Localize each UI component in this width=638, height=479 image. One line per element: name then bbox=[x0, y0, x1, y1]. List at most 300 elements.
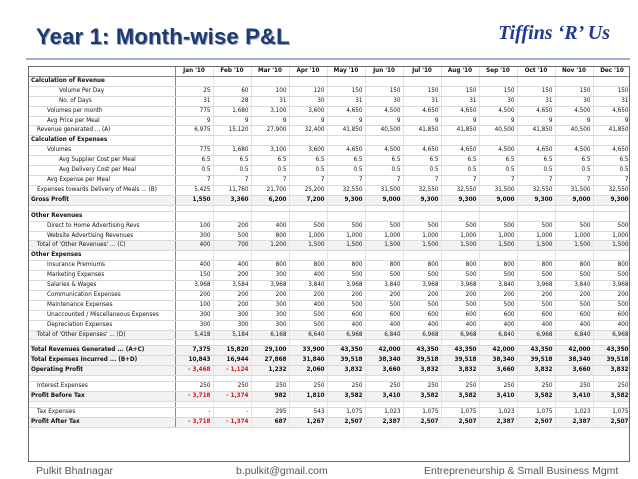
value-cell bbox=[365, 251, 403, 261]
row-label: Interest Expenses bbox=[29, 382, 175, 392]
value-cell: 9,300 bbox=[403, 195, 441, 205]
value-cell: 150 bbox=[403, 86, 441, 96]
value-cell: 200 bbox=[251, 290, 289, 300]
value-cell: 3,832 bbox=[593, 366, 630, 376]
value-cell: 4,650 bbox=[327, 106, 365, 116]
value-cell: 6.5 bbox=[403, 156, 441, 166]
value-cell: 9 bbox=[441, 116, 479, 126]
value-cell: 3,832 bbox=[403, 366, 441, 376]
value-cell: 250 bbox=[289, 382, 327, 392]
value-cell: 7 bbox=[175, 175, 213, 185]
value-cell bbox=[479, 136, 517, 146]
month-header: Nov '10 bbox=[555, 67, 593, 76]
value-cell: 30 bbox=[289, 96, 327, 106]
value-cell: 42,000 bbox=[555, 346, 593, 356]
value-cell: 9 bbox=[213, 116, 251, 126]
value-cell: 150 bbox=[441, 86, 479, 96]
month-header-row bbox=[29, 67, 630, 76]
value-cell: 9,300 bbox=[593, 195, 630, 205]
value-cell bbox=[213, 251, 251, 261]
value-cell: 500 bbox=[289, 310, 327, 320]
value-cell: - 1,124 bbox=[213, 366, 251, 376]
table-row bbox=[29, 146, 630, 156]
value-cell: 39,518 bbox=[593, 356, 630, 366]
value-cell: 3,840 bbox=[479, 281, 517, 291]
value-cell: 120 bbox=[289, 86, 327, 96]
value-cell bbox=[327, 211, 365, 221]
value-cell: 400 bbox=[289, 300, 327, 310]
value-cell: 3,100 bbox=[251, 146, 289, 156]
value-cell bbox=[251, 211, 289, 221]
value-cell: 1,500 bbox=[403, 241, 441, 251]
row-label: Expenses towards Delivery of Meals ... (B) bbox=[29, 185, 175, 195]
value-cell: 6.5 bbox=[289, 156, 327, 166]
value-cell: 1,000 bbox=[327, 231, 365, 241]
row-label: Operating Profit bbox=[29, 366, 175, 376]
value-cell: 9,000 bbox=[365, 195, 403, 205]
value-cell: 500 bbox=[289, 221, 327, 231]
value-cell: 800 bbox=[251, 261, 289, 271]
value-cell: 3,968 bbox=[593, 281, 630, 291]
value-cell: 43,350 bbox=[403, 346, 441, 356]
value-cell bbox=[403, 136, 441, 146]
value-cell: 1,500 bbox=[365, 241, 403, 251]
value-cell: 200 bbox=[555, 290, 593, 300]
value-cell: 200 bbox=[593, 290, 630, 300]
value-cell: 775 bbox=[175, 146, 213, 156]
value-cell: 3,968 bbox=[403, 281, 441, 291]
value-cell: 7,200 bbox=[289, 195, 327, 205]
value-cell: 6.5 bbox=[327, 156, 365, 166]
value-cell: 1,075 bbox=[441, 408, 479, 418]
table-row bbox=[29, 290, 630, 300]
value-cell: 982 bbox=[251, 392, 289, 402]
value-cell: 4,500 bbox=[479, 146, 517, 156]
value-cell: 6,968 bbox=[441, 330, 479, 340]
value-cell: 3,582 bbox=[593, 392, 630, 402]
table-row bbox=[29, 310, 630, 320]
value-cell: 6.5 bbox=[479, 156, 517, 166]
row-label: Avg Delivery Cost per Meal bbox=[29, 166, 175, 176]
value-cell: 3,840 bbox=[289, 281, 327, 291]
value-cell: 6,975 bbox=[175, 126, 213, 136]
value-cell: 10,843 bbox=[175, 356, 213, 366]
table-row bbox=[29, 96, 630, 106]
value-cell: 31 bbox=[251, 96, 289, 106]
month-header: Sep '10 bbox=[479, 67, 517, 76]
value-cell: 6.5 bbox=[593, 156, 630, 166]
value-cell: 3,100 bbox=[251, 106, 289, 116]
value-cell: 2,387 bbox=[365, 417, 403, 427]
value-cell: 6.5 bbox=[517, 156, 555, 166]
value-cell: 1,075 bbox=[327, 408, 365, 418]
value-cell: 500 bbox=[327, 271, 365, 281]
value-cell: 3,660 bbox=[555, 366, 593, 376]
value-cell: 800 bbox=[251, 231, 289, 241]
table-row bbox=[29, 185, 630, 195]
brand-logo: Tiffins ‘R’ Us bbox=[498, 22, 610, 44]
value-cell: 500 bbox=[365, 221, 403, 231]
value-cell bbox=[441, 211, 479, 221]
row-label: Avg Price per Meal bbox=[29, 116, 175, 126]
value-cell: 31,500 bbox=[555, 185, 593, 195]
month-header: Jul '10 bbox=[403, 67, 441, 76]
value-cell bbox=[251, 76, 289, 86]
value-cell: 500 bbox=[479, 300, 517, 310]
value-cell: 150 bbox=[517, 86, 555, 96]
value-cell: 32,550 bbox=[403, 185, 441, 195]
value-cell: 400 bbox=[403, 320, 441, 330]
value-cell: 0.5 bbox=[327, 166, 365, 176]
value-cell: 400 bbox=[517, 320, 555, 330]
value-cell: 32,550 bbox=[517, 185, 555, 195]
value-cell: 200 bbox=[479, 290, 517, 300]
value-cell: 4,650 bbox=[517, 146, 555, 156]
value-cell: 6,168 bbox=[251, 330, 289, 340]
value-cell: 41,850 bbox=[593, 126, 630, 136]
value-cell bbox=[365, 76, 403, 86]
row-label: Maintenance Expenses bbox=[29, 300, 175, 310]
value-cell: 3,360 bbox=[213, 195, 251, 205]
value-cell: 1,000 bbox=[403, 231, 441, 241]
value-cell: 32,550 bbox=[441, 185, 479, 195]
value-cell: 41,850 bbox=[403, 126, 441, 136]
value-cell: 39,518 bbox=[517, 356, 555, 366]
value-cell: 32,550 bbox=[327, 185, 365, 195]
value-cell: 100 bbox=[251, 86, 289, 96]
value-cell: 250 bbox=[175, 382, 213, 392]
value-cell: 500 bbox=[593, 300, 630, 310]
table-row bbox=[29, 116, 630, 126]
value-cell: 150 bbox=[365, 86, 403, 96]
value-cell: 4,500 bbox=[555, 106, 593, 116]
value-cell: 9 bbox=[517, 116, 555, 126]
value-cell bbox=[175, 136, 213, 146]
value-cell: 6,968 bbox=[327, 330, 365, 340]
value-cell: 500 bbox=[365, 271, 403, 281]
value-cell: 250 bbox=[479, 382, 517, 392]
value-cell: 5,425 bbox=[175, 185, 213, 195]
value-cell: 1,000 bbox=[555, 231, 593, 241]
month-header: Feb '10 bbox=[213, 67, 251, 76]
value-cell: 1,075 bbox=[517, 408, 555, 418]
row-label: Gross Profit bbox=[29, 195, 175, 205]
value-cell: 38,340 bbox=[479, 356, 517, 366]
row-label: Marketing Expenses bbox=[29, 271, 175, 281]
value-cell: 600 bbox=[365, 310, 403, 320]
value-cell: 40,500 bbox=[365, 126, 403, 136]
value-cell: 11,760 bbox=[213, 185, 251, 195]
value-cell: 250 bbox=[403, 382, 441, 392]
value-cell: 21,700 bbox=[251, 185, 289, 195]
month-header: Jun '10 bbox=[365, 67, 403, 76]
value-cell: 43,350 bbox=[593, 346, 630, 356]
value-cell: 200 bbox=[213, 271, 251, 281]
value-cell: 2,507 bbox=[327, 417, 365, 427]
value-cell: 250 bbox=[441, 382, 479, 392]
value-cell: 4,500 bbox=[479, 106, 517, 116]
value-cell: 16,944 bbox=[213, 356, 251, 366]
value-cell: 775 bbox=[175, 106, 213, 116]
value-cell: 600 bbox=[479, 310, 517, 320]
value-cell: 1,200 bbox=[251, 241, 289, 251]
footer-author: Pulkit Bhatnagar bbox=[36, 465, 114, 477]
value-cell: 600 bbox=[517, 310, 555, 320]
value-cell: 0.5 bbox=[441, 166, 479, 176]
value-cell: - 3,468 bbox=[175, 366, 213, 376]
value-cell bbox=[593, 251, 630, 261]
value-cell: 800 bbox=[289, 261, 327, 271]
value-cell: 4,500 bbox=[365, 106, 403, 116]
value-cell: 3,600 bbox=[289, 146, 327, 156]
value-cell: 0.5 bbox=[555, 166, 593, 176]
value-cell: 1,500 bbox=[479, 241, 517, 251]
table-row bbox=[29, 382, 630, 392]
value-cell: 250 bbox=[327, 382, 365, 392]
month-header: Aug '10 bbox=[441, 67, 479, 76]
value-cell: 800 bbox=[441, 261, 479, 271]
value-cell: 6,840 bbox=[365, 330, 403, 340]
row-label: Communication Expenses bbox=[29, 290, 175, 300]
value-cell: 800 bbox=[593, 261, 630, 271]
value-cell bbox=[289, 76, 327, 86]
value-cell: 1,023 bbox=[365, 408, 403, 418]
table-row bbox=[29, 271, 630, 281]
row-label: Volume Per Day bbox=[29, 86, 175, 96]
month-header: Apr '10 bbox=[289, 67, 327, 76]
value-cell bbox=[555, 136, 593, 146]
value-cell bbox=[517, 211, 555, 221]
value-cell: 300 bbox=[251, 320, 289, 330]
value-cell: 3,582 bbox=[441, 392, 479, 402]
value-cell bbox=[251, 251, 289, 261]
month-header: Oct '10 bbox=[517, 67, 555, 76]
value-cell bbox=[175, 211, 213, 221]
value-cell: 0.5 bbox=[517, 166, 555, 176]
value-cell: 300 bbox=[251, 310, 289, 320]
value-cell: 9,300 bbox=[517, 195, 555, 205]
value-cell: 1,500 bbox=[441, 241, 479, 251]
value-cell: 1,000 bbox=[593, 231, 630, 241]
value-cell: 500 bbox=[593, 221, 630, 231]
value-cell: 3,582 bbox=[327, 392, 365, 402]
value-cell: 200 bbox=[213, 290, 251, 300]
value-cell: 1,000 bbox=[289, 231, 327, 241]
value-cell: 800 bbox=[403, 261, 441, 271]
value-cell: 400 bbox=[365, 320, 403, 330]
value-cell: 4,500 bbox=[365, 146, 403, 156]
value-cell bbox=[555, 211, 593, 221]
value-cell: 1,500 bbox=[327, 241, 365, 251]
value-cell: 6.5 bbox=[213, 156, 251, 166]
row-label: Volumes bbox=[29, 146, 175, 156]
month-header: Dec '10 bbox=[593, 67, 630, 76]
value-cell: 600 bbox=[441, 310, 479, 320]
value-cell: 400 bbox=[175, 261, 213, 271]
value-cell: 0.5 bbox=[403, 166, 441, 176]
value-cell: 29,100 bbox=[251, 346, 289, 356]
value-cell: 300 bbox=[213, 310, 251, 320]
value-cell: 250 bbox=[365, 382, 403, 392]
value-cell: 6,840 bbox=[479, 330, 517, 340]
value-cell: 400 bbox=[289, 271, 327, 281]
value-cell: 3,600 bbox=[289, 106, 327, 116]
value-cell bbox=[441, 76, 479, 86]
value-cell: 25 bbox=[175, 86, 213, 96]
value-cell: 250 bbox=[593, 382, 630, 392]
value-cell: 300 bbox=[175, 231, 213, 241]
value-cell: 300 bbox=[251, 300, 289, 310]
value-cell: 500 bbox=[517, 221, 555, 231]
value-cell: 7 bbox=[365, 175, 403, 185]
value-cell: 800 bbox=[479, 261, 517, 271]
value-cell: 5,418 bbox=[175, 330, 213, 340]
value-cell: 600 bbox=[403, 310, 441, 320]
value-cell: 6,640 bbox=[289, 330, 327, 340]
row-label: Calculation of Expenses bbox=[29, 136, 175, 146]
value-cell: 0.5 bbox=[251, 166, 289, 176]
value-cell: 60 bbox=[213, 86, 251, 96]
value-cell: 250 bbox=[251, 382, 289, 392]
slide-title: Year 1: Month-wise P&L bbox=[36, 24, 290, 49]
row-label: Total Expenses Incurred ... (B+D) bbox=[29, 356, 175, 366]
value-cell: 800 bbox=[365, 261, 403, 271]
value-cell: - 3,718 bbox=[175, 392, 213, 402]
value-cell: 700 bbox=[213, 241, 251, 251]
value-cell: 1,500 bbox=[555, 241, 593, 251]
table-row bbox=[29, 408, 630, 418]
value-cell: 27,868 bbox=[251, 356, 289, 366]
row-label: Other Revenues bbox=[29, 211, 175, 221]
value-cell: 9 bbox=[175, 116, 213, 126]
table-row bbox=[29, 346, 630, 356]
value-cell: 31 bbox=[327, 96, 365, 106]
value-cell: 500 bbox=[517, 271, 555, 281]
value-cell: 200 bbox=[213, 221, 251, 231]
table-row bbox=[29, 392, 630, 402]
pnl-table bbox=[29, 67, 630, 428]
row-label: Volumes per month bbox=[29, 106, 175, 116]
value-cell: 30 bbox=[555, 96, 593, 106]
value-cell: 500 bbox=[441, 221, 479, 231]
value-cell: 1,267 bbox=[289, 417, 327, 427]
value-cell: 31 bbox=[593, 96, 630, 106]
table-row bbox=[29, 221, 630, 231]
value-cell: 6,840 bbox=[555, 330, 593, 340]
value-cell bbox=[403, 211, 441, 221]
value-cell: 31 bbox=[403, 96, 441, 106]
value-cell: 250 bbox=[517, 382, 555, 392]
value-cell: 7 bbox=[251, 175, 289, 185]
value-cell: 39,518 bbox=[441, 356, 479, 366]
value-cell: 200 bbox=[327, 290, 365, 300]
pnl-spreadsheet bbox=[28, 66, 630, 462]
row-label: Total of 'Other Expenses' ... (D) bbox=[29, 330, 175, 340]
value-cell: 4,650 bbox=[403, 106, 441, 116]
value-cell bbox=[479, 76, 517, 86]
value-cell: 9,300 bbox=[327, 195, 365, 205]
value-cell: 3,968 bbox=[327, 281, 365, 291]
footer-course: Entrepreneurship & Small Business Mgmt bbox=[424, 465, 619, 477]
value-cell bbox=[327, 136, 365, 146]
value-cell: 9 bbox=[593, 116, 630, 126]
value-cell: 31,500 bbox=[479, 185, 517, 195]
value-cell: 500 bbox=[593, 271, 630, 281]
value-cell: 32,400 bbox=[289, 126, 327, 136]
value-cell: 600 bbox=[593, 310, 630, 320]
value-cell bbox=[517, 76, 555, 86]
value-cell: 0.5 bbox=[365, 166, 403, 176]
value-cell: 150 bbox=[175, 271, 213, 281]
value-cell bbox=[555, 76, 593, 86]
table-row bbox=[29, 300, 630, 310]
value-cell: 0.5 bbox=[213, 166, 251, 176]
row-label: Revenue generated ... (A) bbox=[29, 126, 175, 136]
table-row bbox=[29, 330, 630, 340]
value-cell: 25,200 bbox=[289, 185, 327, 195]
value-cell: 150 bbox=[479, 86, 517, 96]
value-cell: 4,500 bbox=[555, 146, 593, 156]
value-cell: 400 bbox=[251, 221, 289, 231]
value-cell: 3,582 bbox=[517, 392, 555, 402]
value-cell: - bbox=[213, 408, 251, 418]
value-cell: 7 bbox=[441, 175, 479, 185]
value-cell: 3,582 bbox=[403, 392, 441, 402]
value-cell: 4,650 bbox=[593, 146, 630, 156]
value-cell: 400 bbox=[479, 320, 517, 330]
value-cell: 3,410 bbox=[479, 392, 517, 402]
value-cell: 9 bbox=[403, 116, 441, 126]
row-label: Depreciation Expenses bbox=[29, 320, 175, 330]
value-cell: 43,350 bbox=[517, 346, 555, 356]
value-cell: 9,300 bbox=[441, 195, 479, 205]
value-cell: 150 bbox=[593, 86, 630, 96]
table-row bbox=[29, 261, 630, 271]
value-cell: 500 bbox=[289, 320, 327, 330]
value-cell: 7 bbox=[479, 175, 517, 185]
value-cell bbox=[441, 136, 479, 146]
value-cell: 7 bbox=[289, 175, 327, 185]
value-cell: 1,500 bbox=[289, 241, 327, 251]
footer-email: b.pulkit@gmail.com bbox=[236, 465, 328, 477]
value-cell: 31 bbox=[175, 96, 213, 106]
value-cell: 30 bbox=[365, 96, 403, 106]
value-cell: 6,968 bbox=[517, 330, 555, 340]
value-cell: 500 bbox=[365, 300, 403, 310]
value-cell: 200 bbox=[289, 290, 327, 300]
value-cell bbox=[593, 136, 630, 146]
row-label: Avg Expense per Meal bbox=[29, 175, 175, 185]
value-cell: 300 bbox=[251, 271, 289, 281]
value-cell: 300 bbox=[213, 320, 251, 330]
value-cell: 3,410 bbox=[365, 392, 403, 402]
table-row bbox=[29, 281, 630, 291]
table-row bbox=[29, 156, 630, 166]
value-cell: 43,350 bbox=[441, 346, 479, 356]
row-label: Profit Before Tax bbox=[29, 392, 175, 402]
value-cell: 1,000 bbox=[365, 231, 403, 241]
value-cell: 41,850 bbox=[327, 126, 365, 136]
value-cell bbox=[213, 136, 251, 146]
value-cell: 3,660 bbox=[479, 366, 517, 376]
value-cell bbox=[403, 251, 441, 261]
value-cell: 7 bbox=[555, 175, 593, 185]
value-cell: - 1,374 bbox=[213, 417, 251, 427]
value-cell: 200 bbox=[441, 290, 479, 300]
value-cell: 100 bbox=[175, 300, 213, 310]
value-cell: 543 bbox=[289, 408, 327, 418]
value-cell bbox=[365, 136, 403, 146]
